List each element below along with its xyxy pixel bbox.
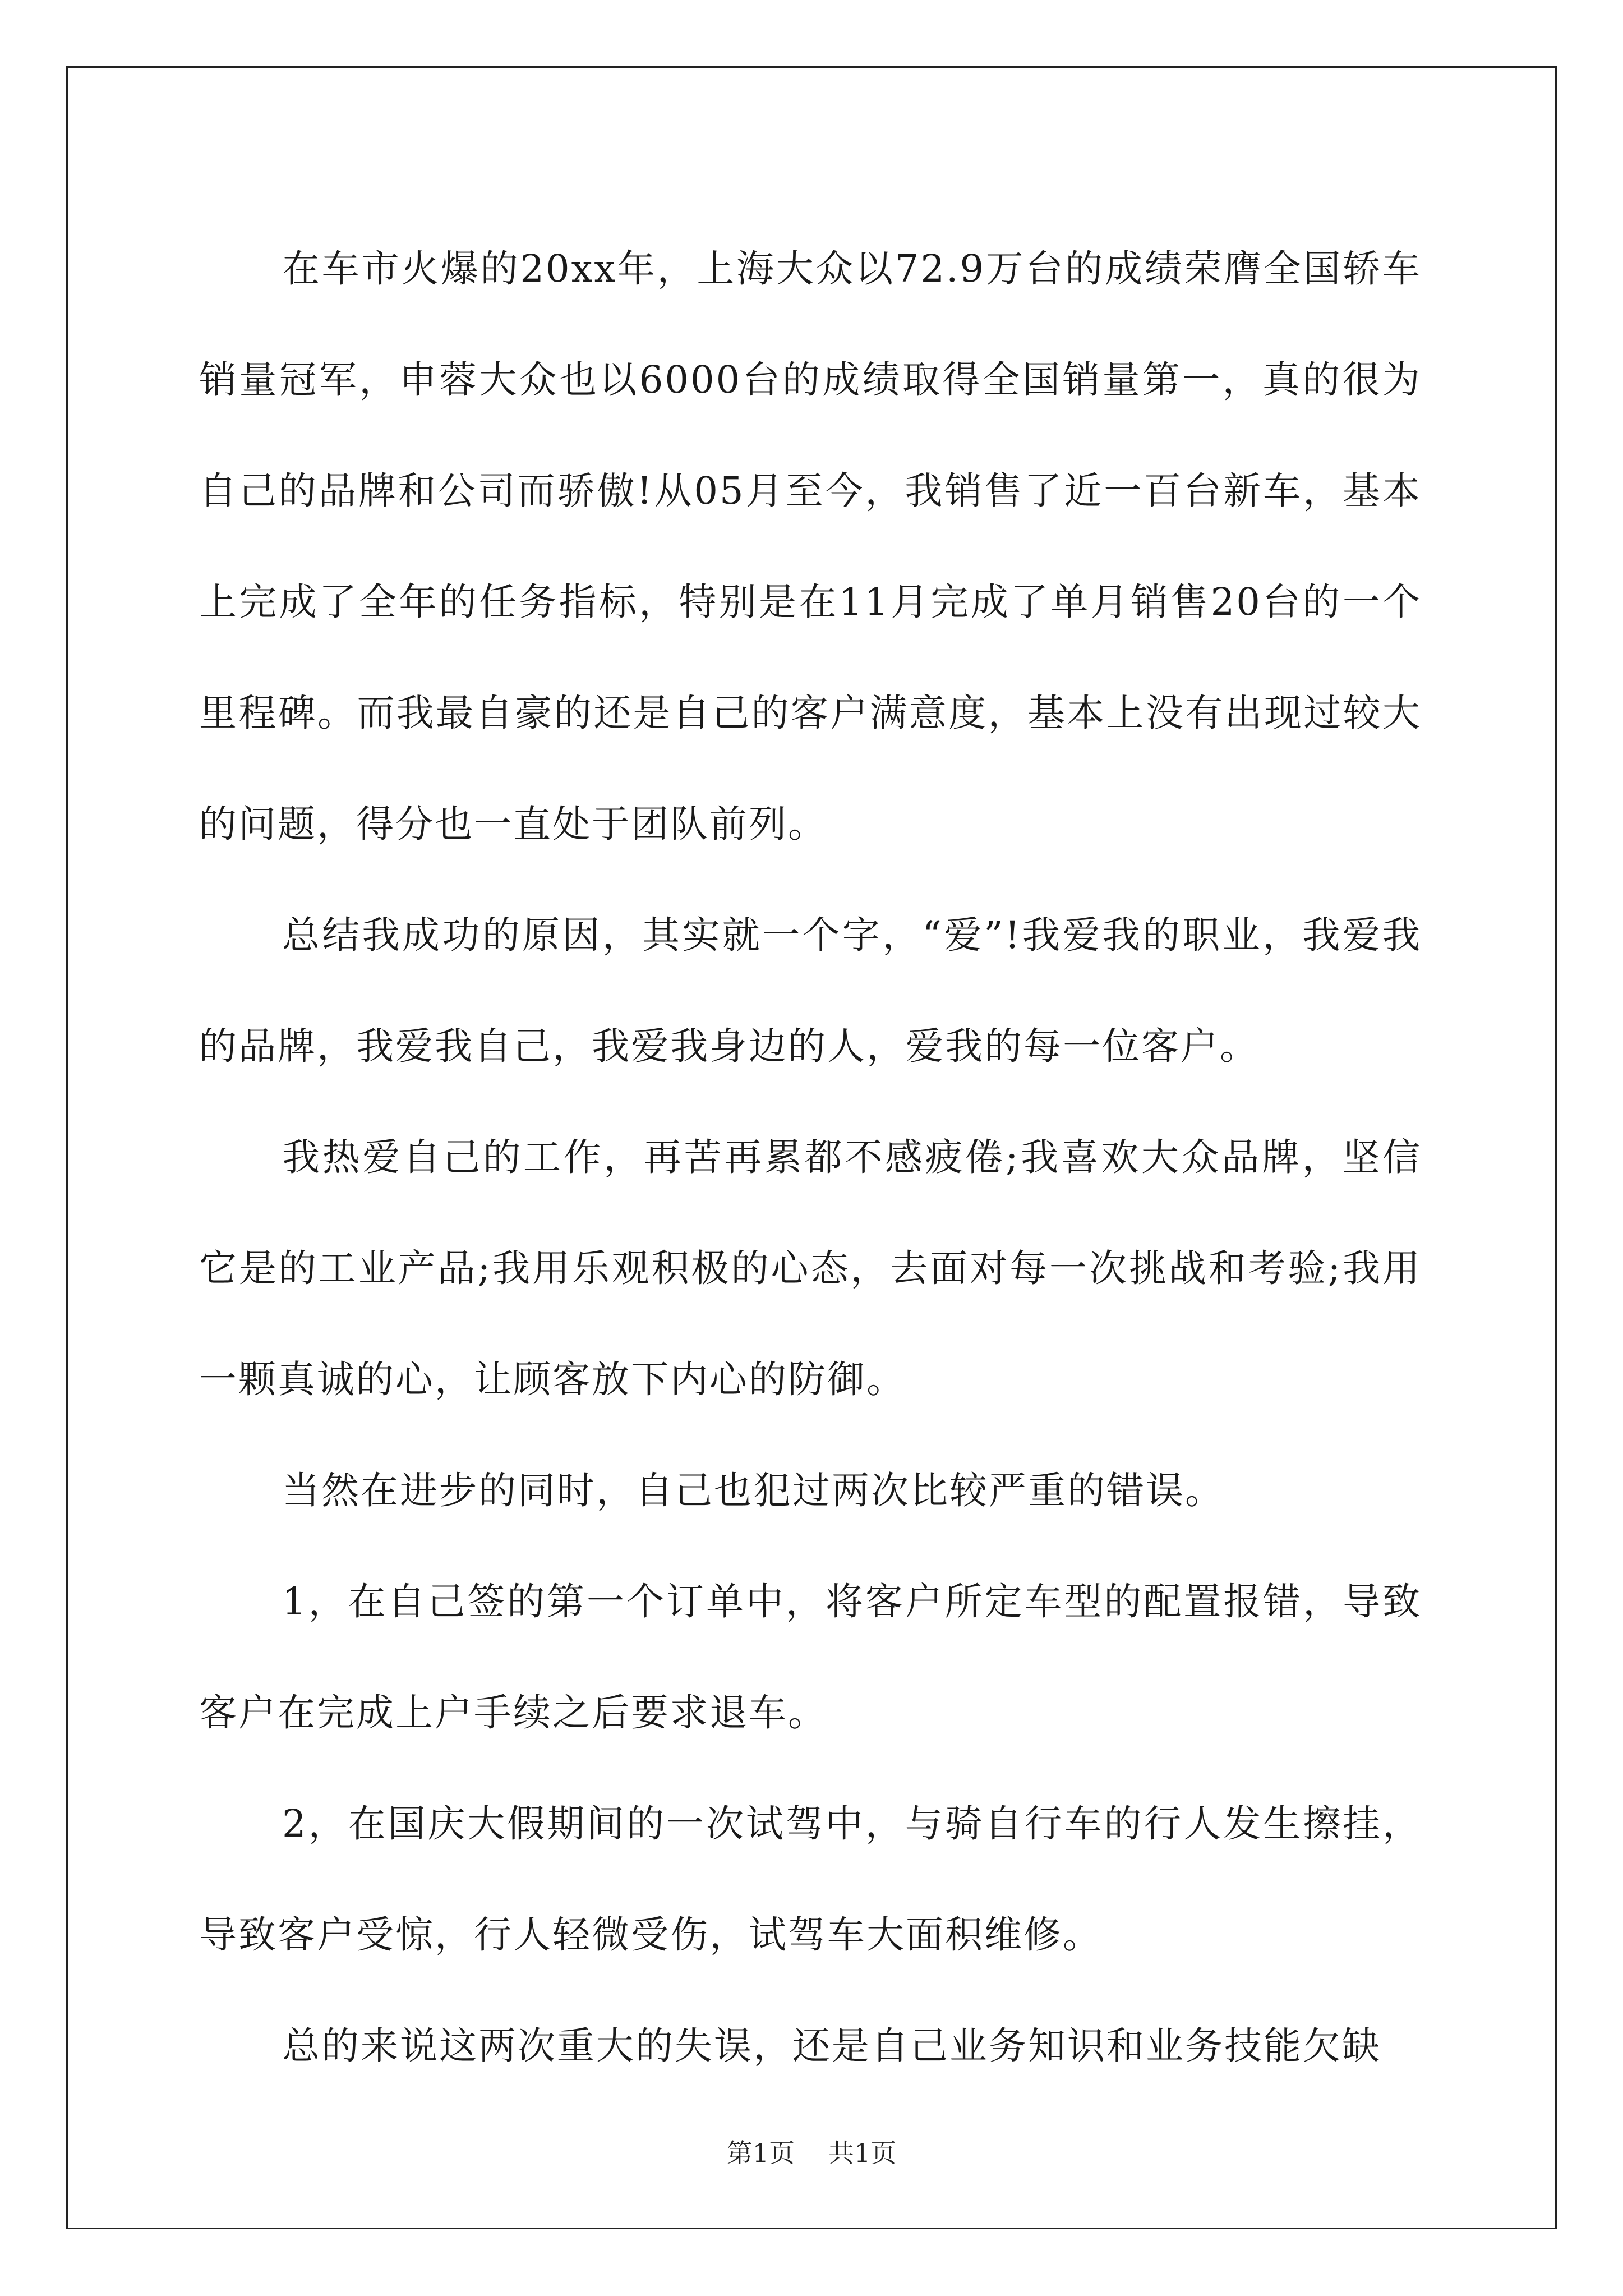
- paragraph-summary: 总的来说这两次重大的失误，还是自己业务知识和业务技能欠缺: [282, 2024, 1381, 2068]
- paragraph-mistakes-intro: 当然在进步的同时，自己也犯过两次比较严重的错误。: [282, 1469, 1224, 1512]
- paragraph-sales-achievement: 在车市火爆的20xx年，上海大众以72.9万台的成绩荣膺全国轿车销量冠军，申蓉大众也以6000台的成绩取得全国销量第一，真的很为自己的品牌和公司而骄傲!从05月至今，我销售了近一百台新车，基本上完成了全年的任务指标，特别是在11月完成了单月销售20台的一个里程碑。而我最自豪的还是自己的客户满意度，基本上没有出现过较大的问题，得分也一直处于团队前列。: [199, 247, 1422, 846]
- page-number: 第1页: [726, 2138, 795, 2168]
- page-total: 共1页: [828, 2138, 897, 2168]
- paragraph-reason-of-success: 总结我成功的原因，其实就一个字，“爱”!我爱我的职业，我爱我的品牌，我爱我自己，我爱我身边的人，爱我的每一位客户。: [199, 913, 1422, 1068]
- paragraph-love-of-work: 我热爱自己的工作，再苦再累都不感疲倦;我喜欢大众品牌，坚信它是的工业产品;我用乐观积极的心态，去面对每一次挑战和考验;我用一颗真诚的心，让顾客放下内心的防御。: [199, 1135, 1422, 1401]
- page-footer: [0, 2136, 1623, 2170]
- paragraph-mistake-one: 1，在自己签的第一个订单中，将客户所定车型的配置报错，导致客户在完成上户手续之后要求退车。: [199, 1580, 1422, 1734]
- paragraph-mistake-two: 2，在国庆大假期间的一次试驾中，与骑自行车的行人发生擦挂，导致客户受惊，行人轻微受伤，试驾车大面积维修。: [199, 1802, 1422, 1957]
- document-body: [199, 213, 1422, 2101]
